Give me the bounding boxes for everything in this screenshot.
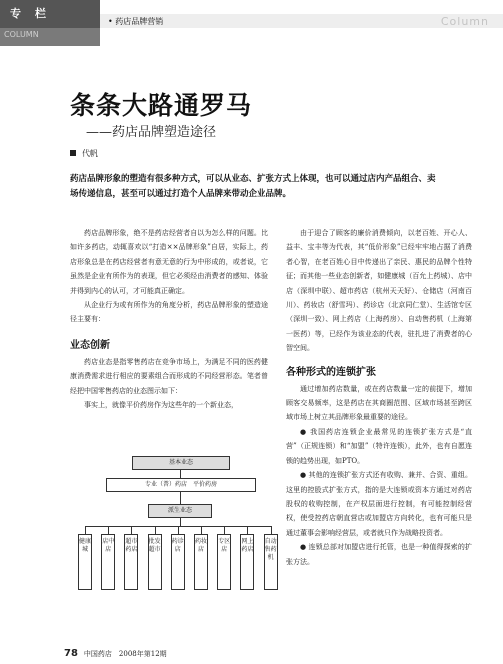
page-number: 78 [64, 648, 78, 659]
diagram-basic-types: 专业（普）药店 平价药房 [106, 478, 256, 492]
header-band [0, 0, 503, 46]
connector-line [131, 526, 132, 534]
diagram-branch-box: 健康城 [78, 534, 92, 590]
connector-line [180, 470, 181, 478]
connector-line [180, 492, 181, 504]
paragraph: 事实上，就像平价药房作为这些年的一个新业态， [84, 401, 238, 410]
connector-line [201, 526, 202, 534]
section-heading: 业态创新 [70, 339, 110, 351]
paragraph: 药店业态是指零售药店在竞争市场上，为满足不同的医药健康消费需求进行相应的要素组合而形成的不同经营形态。笔者曾经把中国零售药店的业态图示如下： [70, 357, 268, 395]
column-tag: 专栏 [0, 0, 100, 28]
connector-line [108, 526, 109, 534]
connector-line [247, 526, 248, 534]
retail-format-diagram [78, 452, 284, 592]
square-bullet-icon [70, 150, 76, 156]
connector-line [180, 518, 181, 526]
bullet-paragraph: ● 其他的连锁扩张方式还有收购、兼并、合资、重组。这里的控股式扩张方式，指的是大连锁或资本方通过对药店股权的收购控制，在产权层面进行控制，有可能控制经营权，使受控药店朝直营店或加盟店方向转化，也有可能只是通过董事会影响经营层，或者就只作为战略投资者。 [286, 471, 472, 537]
diagram-branch-box: 自动售药机 [264, 534, 278, 590]
article-subtitle: ——药店品牌塑造途径 [86, 125, 217, 140]
article-title: 条条大路通罗马 [70, 91, 253, 120]
diagram-derived-format: 派生业态 [148, 504, 212, 518]
footer [64, 648, 167, 659]
bullet-paragraph: ● 连锁总部对加盟店进行托管，也是一种值得探索的扩张方法。 [286, 543, 472, 566]
left-column [70, 226, 268, 412]
section-heading: 各种形式的连锁扩张 [286, 366, 376, 378]
diagram-branch-box: 药诊店 [171, 534, 185, 590]
author-line [70, 148, 98, 159]
right-column [286, 226, 472, 569]
lead-paragraph: 药店品牌形象的塑造有很多种方式，可以从业态、扩张方式上体现，也可以通过店内产品组合、卖场传递信息，甚至可以通过打造个人品牌来带动企业品牌。 [70, 174, 436, 199]
diagram-branch-box: 批发超市 [148, 534, 162, 590]
connector-line [178, 526, 179, 534]
diagram-basic-format: 基本业态 [132, 456, 230, 470]
diagram-branch-box: 药妆店 [194, 534, 208, 590]
diagram-branch-box: 网上药店 [240, 534, 254, 590]
diagram-branch-box: 店中店 [101, 534, 115, 590]
diagram-branch-box: 超市药店 [124, 534, 138, 590]
diagram-branch-box: 专区店 [217, 534, 231, 590]
connector-line [85, 526, 86, 534]
author-name: 代帆 [82, 149, 98, 158]
connector-line [271, 526, 272, 534]
paragraph: 药店品牌形象，绝不是药店经营者自以为怎么样的问题。比如许多药店，动辄喜欢以“打造××品牌形象”自居，实际上，药店形象总是在药店经营者有意无意的行为中形成的，或者说，它虽然是企业有所作为的表现，但它必须经由消费者的感知、体验并得到内心的认可，才可能真正确定。 [70, 229, 268, 295]
footer-text: 中国药店 2008年第12期 [83, 650, 167, 658]
paragraph: 从企业行为或有所作为的角度分析，药店品牌形象的塑造途径主要有： [70, 301, 268, 324]
column-word: Column [440, 15, 489, 28]
column-name: • 药店品牌营销 [108, 17, 164, 26]
paragraph: 通过增加药店数量，或在药店数量一定的前提下，增加顾客交易频率，这是药店在其商圈范围、区域市场甚至跨区域市场上树立其品牌形象最重要的途径。 [286, 384, 472, 422]
paragraph: 由于迎合了顾客的廉价消费倾向，以老百姓、开心人、益丰、宝丰等为代表，其“低价形象”已经牢牢地占据了消费者心智，在老百姓心目中传递出了亲民、惠民的品牌个性特征；而其他一些业态创新者，如健康城（百允上药城）、店中店（深圳中联）、超市药店（杭州天天好）、仓储店（河南百川）、药妆店（舒雪玛）、药诊店（北京同仁堂）、生活馆专区（深圳一致）、网上药店（上海药房）、自动售药机（上海第一医药）等，已经作为该业态的代表，驻扎进了消费者的心智空间。 [286, 229, 472, 353]
column-tag-en: COLUMN [4, 30, 39, 39]
connector-line [155, 526, 156, 534]
bullet-paragraph: ● 我国药店连锁企业最常见的连锁扩张方式是“直营”（正规连锁）和“加盟”（特许连锁），此外，也有自愿连锁的趋势出现，如PTO。 [286, 427, 472, 465]
connector-line [224, 526, 225, 534]
